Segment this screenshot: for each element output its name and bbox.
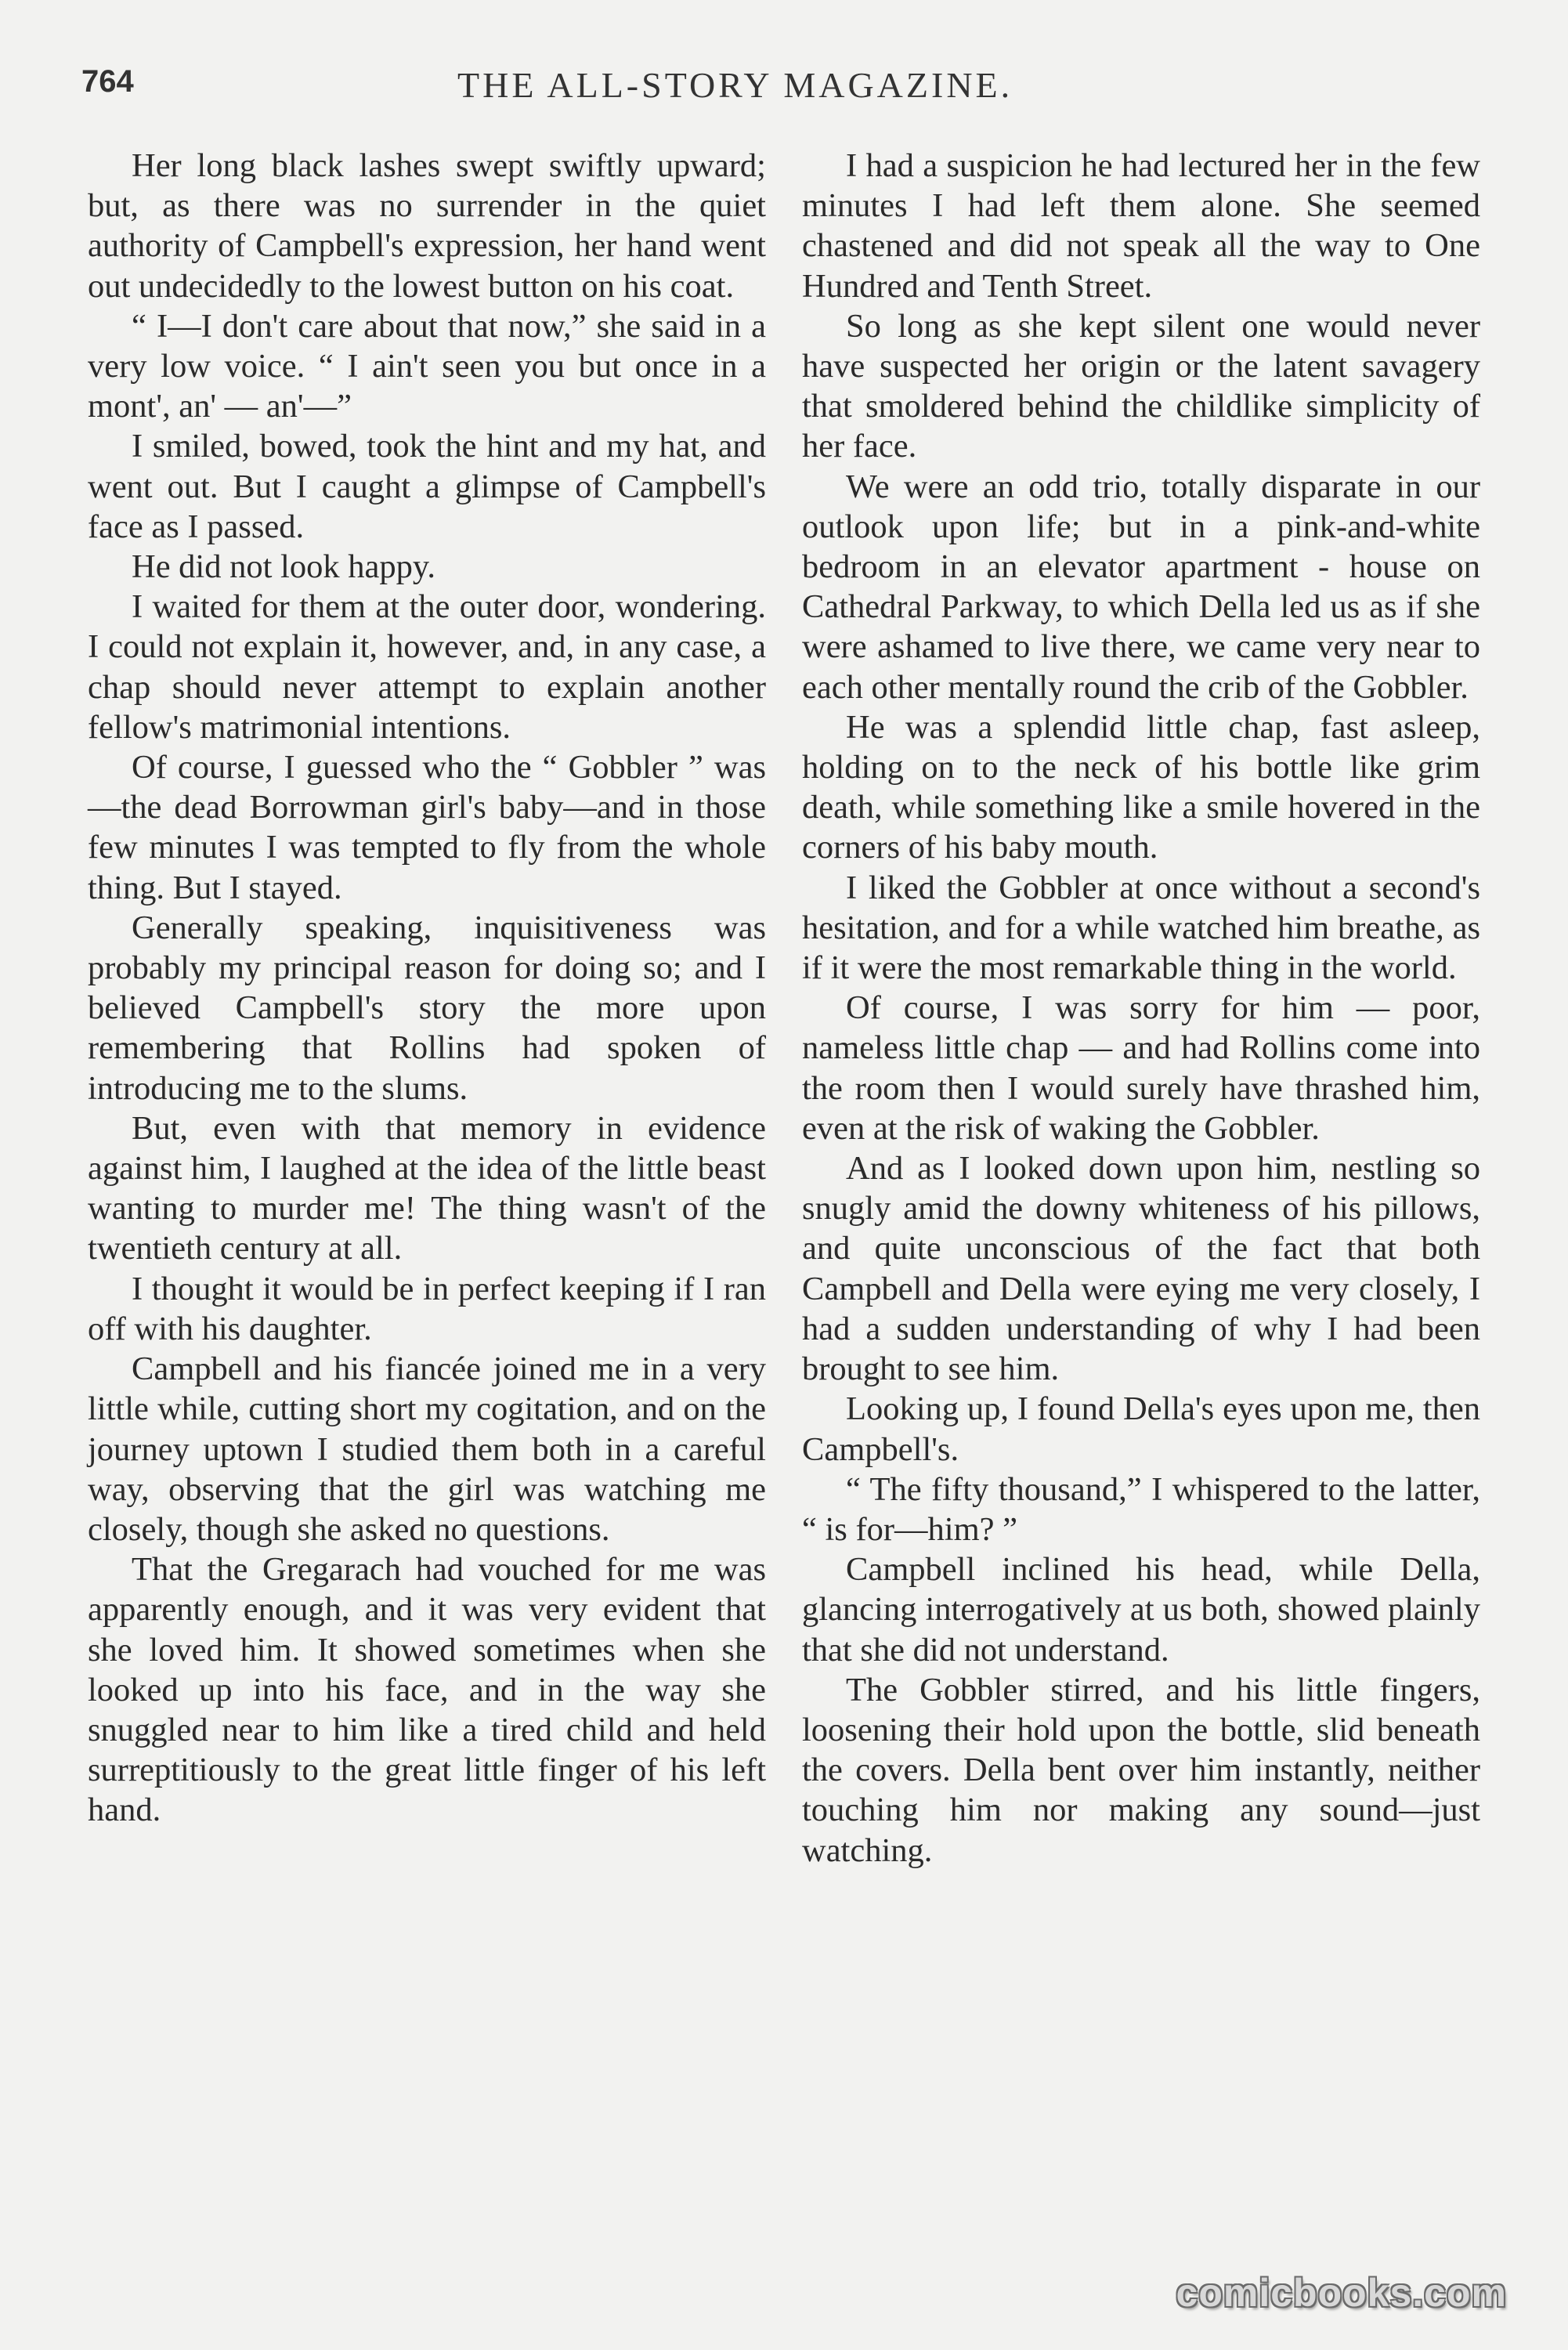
paragraph: And as I looked down upon him, nestling so snugly amid the downy whiteness of his pillows, and quite unconscious of the fact that both Campbell and Della were eying me very closely, I had a sudden understanding of why I had been brought to see him.: [802, 1150, 1480, 1388]
running-title: THE ALL-STORY MAGAZINE.: [457, 65, 1013, 105]
paragraph: Campbell and his fiancée joined me in a very little while, cutting short my cogitation, and on the journey uptown I studied them both in a careful way, observing that the girl was watching me closely, though she asked no questions.: [88, 1350, 766, 1548]
paragraph: But, even with that memory in evidence against him, I laughed at the idea of the little beast wanting to murder me! The thing wasn't of the twentieth century at all.: [88, 1109, 766, 1267]
paragraph: The Gobbler stirred, and his little fingers, loosening their hold upon the bottle, slid beneath the covers. Della bent over him instantly, neither touching him nor making any sound—just watching.: [802, 1671, 1480, 1869]
paragraph: I waited for them at the outer door, wondering. I could not explain it, however, and, in any case, a chap should never attempt to explain another fellow's matrimonial intentions.: [88, 588, 766, 746]
page-number: 764: [81, 64, 134, 99]
right-column: [802, 146, 1480, 1871]
paragraph: Her long black lashes swept swiftly upward; but, as there was no surrender in the quiet authority of Campbell's expression, her hand went out undecidedly to the lowest button on his coat.: [88, 147, 766, 305]
paragraph: Of course, I was sorry for him — poor, nameless little chap — and had Rollins come into the room then I would surely have thrashed him, even at the risk of waking the Gobbler.: [802, 989, 1480, 1147]
paragraph: I smiled, bowed, took the hint and my hat, and went out. But I caught a glimpse of Campbell's face as I passed.: [88, 428, 766, 545]
paragraph: He did not look happy.: [132, 548, 435, 586]
paragraph: I had a suspicion he had lectured her in the few minutes I had left them alone. She seemed chastened and did not speak all the way to One Hundred and Tenth Street.: [802, 147, 1480, 305]
watermark-logo: comicbooks.com: [1176, 2271, 1507, 2315]
paragraph: Looking up, I found Della's eyes upon me, then Campbell's.: [802, 1390, 1480, 1468]
paragraph: “ The fifty thousand,” I whispered to the latter, “ is for—him? ”: [802, 1470, 1480, 1548]
paragraph: Generally speaking, inquisitiveness was probably my principal reason for doing so; and I believed Campbell's story the more upon remembering that Rollins had spoken of introducing me to the slums.: [88, 909, 766, 1107]
left-column: [88, 146, 766, 1831]
paragraph: I thought it would be in perfect keeping if I ran off with his daughter.: [88, 1270, 766, 1347]
page-header: [81, 64, 1483, 119]
paragraph: I liked the Gobbler at once without a second's hesitation, and for a while watched him breathe, as if it were the most remarkable thing in the world.: [802, 869, 1480, 987]
paragraph: So long as she kept silent one would never have suspected her origin or the latent savagery that smoldered behind the childlike simplicity of her face.: [802, 307, 1480, 465]
paragraph: Campbell inclined his head, while Della, glancing interrogatively at us both, showed plainly that she did not understand.: [802, 1551, 1480, 1668]
paragraph: He was a splendid little chap, fast asleep, holding on to the neck of his bottle like grim death, while something like a smile hovered in the corners of his baby mouth.: [802, 708, 1480, 866]
paragraph: We were an odd trio, totally disparate in our outlook upon life; but in a pink-and-white bedroom in an elevator apartment - house on Cathedral Parkway, to which Della led us as if she were ashamed to live there, we came very near to each other mentally round the crib of the Gobbler.: [802, 468, 1480, 706]
paragraph: Of course, I guessed who the “ Gobbler ” was—the dead Borrowman girl's baby—and in those few minutes I was tempted to fly from the whole thing. But I stayed.: [88, 749, 766, 906]
paragraph: That the Gregarach had vouched for me was apparently enough, and it was very evident that she loved him. It showed sometimes when she looked up into his face, and in the way she snuggled near to him like a tired child and held surreptitiously to the great little finger of his left hand.: [88, 1551, 766, 1829]
paragraph: “ I—I don't care about that now,” she said in a very low voice. “ I ain't seen you but once in a mont', an' — an'—”: [88, 307, 766, 425]
